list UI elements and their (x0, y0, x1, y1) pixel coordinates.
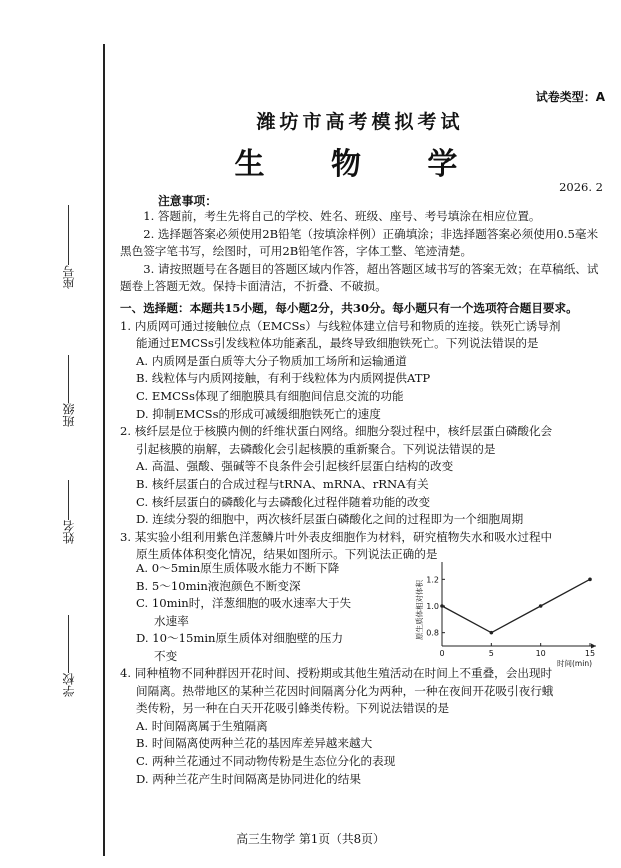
question-3-stem-text1: 某实验小组利用紫色洋葱鳞片叶外表皮细胞作为材料，研究植物失水和吸水过程中 (134, 529, 553, 544)
question-3-option-d-cont: 不变 (154, 648, 178, 663)
name-field (60, 480, 77, 544)
subject-title: 生 物 学 (234, 147, 486, 182)
notice-item-1: 1. 答题前，考生先将自己的学校、姓名、班级、座号、考号填涂在相应位置。 (143, 209, 541, 223)
question-3-number: 3. (120, 529, 132, 544)
x-tick-label-3: 15 (584, 649, 596, 658)
questions-block-1 (120, 300, 606, 564)
data-point-2 (539, 604, 543, 608)
page-footer: 高三生物学 第1页（共8页） (236, 832, 385, 846)
question-4-number: 4. (120, 666, 132, 680)
binding-line (103, 44, 105, 856)
y-axis-label: 原生质体相对体积 (415, 580, 424, 640)
school-label: 学校 (62, 673, 76, 697)
question-2-stem-line1 (120, 423, 606, 441)
question-3-option-a: A. 0～5min原生质体吸水能力不断下降 (136, 561, 340, 575)
notice-heading: 注意事项： (158, 194, 217, 208)
question-4-stem-text1: 同种植物不同种群因开花时间、授粉期或其他生殖活动在时间上不重叠，会出现时 (134, 666, 553, 680)
question-4-option-c: C. 两种兰花通过不同动物传粉是生态位分化的表现 (136, 753, 396, 768)
y-tick-label-1: 1.0 (426, 602, 439, 611)
school-field (60, 615, 77, 697)
notice-item-3: 3. 请按照题号在各题目的答题区域内作答，超出答题区域书写的答案无效；在草稿纸、试题卷上答题无效。保持卡面清洁，不折叠、不破损。 (120, 261, 599, 294)
question-1-option-d: D. 抑制EMCSs的形成可减缓细胞铁死亡的速度 (136, 406, 381, 421)
question-2-stem-text1: 核纤层是位于核膜内侧的纤维状蛋白网络。细胞分裂过程中，核纤层蛋白磷酸化会 (134, 424, 553, 439)
name-blank (68, 480, 69, 520)
x-tick-label-0: 0 (439, 649, 445, 658)
class-field (60, 355, 77, 427)
question-4-stem-line1 (120, 665, 606, 683)
questions-block-2 (120, 665, 606, 788)
question-1-option-a: A. 内质网是蛋白质等大分子物质加工场所和运输通道 (136, 353, 407, 368)
exam-title: 潍坊市高考模拟考试 (256, 111, 464, 133)
question-3-option-b: B. 5～10min液泡颜色不断变深 (136, 578, 301, 593)
seat-label: 座号 (62, 265, 76, 289)
question-4-option-d: D. 两种兰花产生时间隔离是协同进化的结果 (136, 771, 361, 786)
notice-body (120, 208, 606, 296)
x-axis-arrow (591, 644, 596, 649)
data-point-3 (588, 578, 592, 582)
question-2-option-b: B. 核纤层蛋白的合成过程与tRNA、mRNA、rRNA有关 (136, 476, 429, 491)
question-4 (120, 665, 606, 788)
question-1-option-b: B. 线粒体与内质网接触，有利于线粒体为内质网提供ATP (136, 371, 431, 386)
x-tick-label-1: 5 (488, 649, 494, 658)
question-4-stem-line2: 间隔离。热带地区的某种兰花因时间隔离分化为两种，一种在夜间开花吸引夜行蛾 (136, 683, 554, 698)
question-4-stem-line3: 类传粉，另一种在白天开花吸引蜂类传粉。下列说法错误的是 (136, 701, 450, 716)
question-3-stem-line2: 原生质体体积变化情况，结果如图所示。下列说法正确的是 (136, 547, 438, 562)
question-1 (120, 318, 606, 424)
question-1-stem-line1 (120, 318, 606, 336)
question-1-stem-text1: 内质网可通过接触位点（EMCSs）与线粒体建立信号和物质的连接。铁死亡诱导剂 (134, 318, 561, 333)
question-3-stem-line1 (120, 529, 606, 547)
seat-blank (68, 205, 69, 265)
question-2-option-d: D. 连续分裂的细胞中，两次核纤层蛋白磷酸化之间的过程即为一个细胞周期 (136, 512, 524, 527)
section-heading: 一、选择题：本题共15小题，每小题2分，共30分。每小题只有一个选项符合题目要求。 (120, 301, 578, 315)
question-4-option-a: A. 时间隔离属于生殖隔离 (136, 718, 268, 733)
y-tick-label-0: 0.8 (426, 628, 439, 638)
x-tick-label-2: 10 (535, 649, 546, 658)
question-1-stem-line2: 能通过EMCSs引发线粒体功能紊乱，最终导致细胞铁死亡。下列说法错误的是 (136, 336, 539, 351)
question-2 (120, 423, 606, 529)
question-1-option-c: C. EMCSs体现了细胞膜具有细胞间信息交流的功能 (136, 388, 404, 403)
chart-svg (410, 558, 610, 668)
question-1-number: 1. (120, 318, 132, 333)
question-3-option-c: C. 10min时，洋葱细胞的吸水速率大于失 (136, 596, 352, 611)
question-3-option-d: D. 10～15min原生质体对细胞壁的压力 (136, 631, 344, 646)
school-blank (68, 615, 69, 673)
data-point-0 (440, 604, 444, 608)
x-axis-label: 时间(min) (557, 659, 592, 668)
class-label: 班级 (62, 403, 76, 427)
paper-type: 试卷类型：A (535, 90, 605, 104)
question-2-stem-line2: 引起核膜的崩解，去磷酸化会引起核膜的重新聚合。下列说法错误的是 (136, 441, 496, 456)
question-3-option-c-cont: 水速率 (154, 613, 189, 628)
class-blank (68, 355, 69, 403)
name-label: 姓名 (62, 520, 76, 544)
series-line (442, 579, 590, 632)
question-3-options (120, 560, 410, 666)
seat-field (60, 205, 77, 289)
question-2-option-a: A. 高温、强酸、强碱等不良条件会引起核纤层蛋白结构的改变 (136, 459, 454, 474)
question-4-option-b: B. 时间隔离使两种兰花的基因库差异越来越大 (136, 736, 373, 751)
data-point-1 (490, 631, 494, 635)
exam-date: 2026. 2 (559, 180, 603, 194)
notice-item-2: 2. 选择题答案必须使用2B铅笔（按填涂样例）正确填涂；非选择题答案必须使用0.5毫米黑色签字笔书写，绘图时，可用2B铅笔作答，字体工整、笔迹清楚。 (120, 226, 599, 259)
question-2-number: 2. (120, 424, 132, 439)
protoplast-volume-chart (410, 558, 610, 668)
y-tick-label-2: 1.2 (426, 575, 439, 585)
question-2-option-c: C. 核纤层蛋白的磷酸化与去磷酸化过程伴随着功能的改变 (136, 494, 431, 509)
